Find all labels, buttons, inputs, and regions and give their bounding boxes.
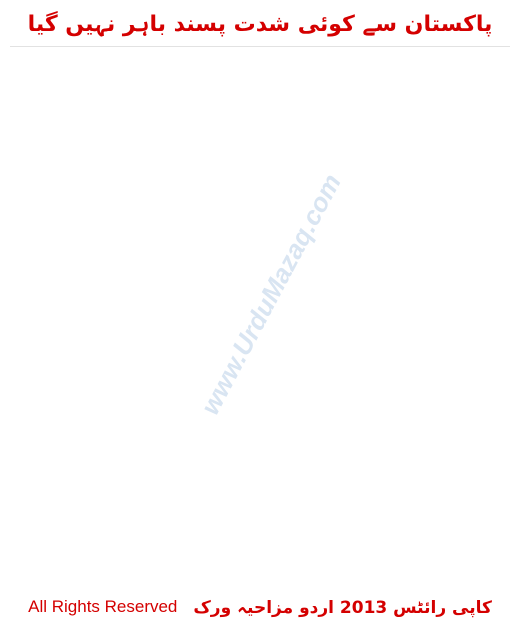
footer: [10, 592, 510, 622]
site-watermark: www.UrduMazaq.com: [194, 168, 347, 420]
title-divider: [10, 46, 510, 47]
article-title: پاکستان سے کوئی شدت پسند باہر نہیں گیا: [27, 12, 493, 37]
article-content: [10, 53, 510, 573]
footer-copyright: کاپی رائٹس 2013 اردو مزاحیہ ورک: [193, 597, 492, 618]
footer-rights-reserved: All Rights Reserved: [28, 597, 178, 616]
